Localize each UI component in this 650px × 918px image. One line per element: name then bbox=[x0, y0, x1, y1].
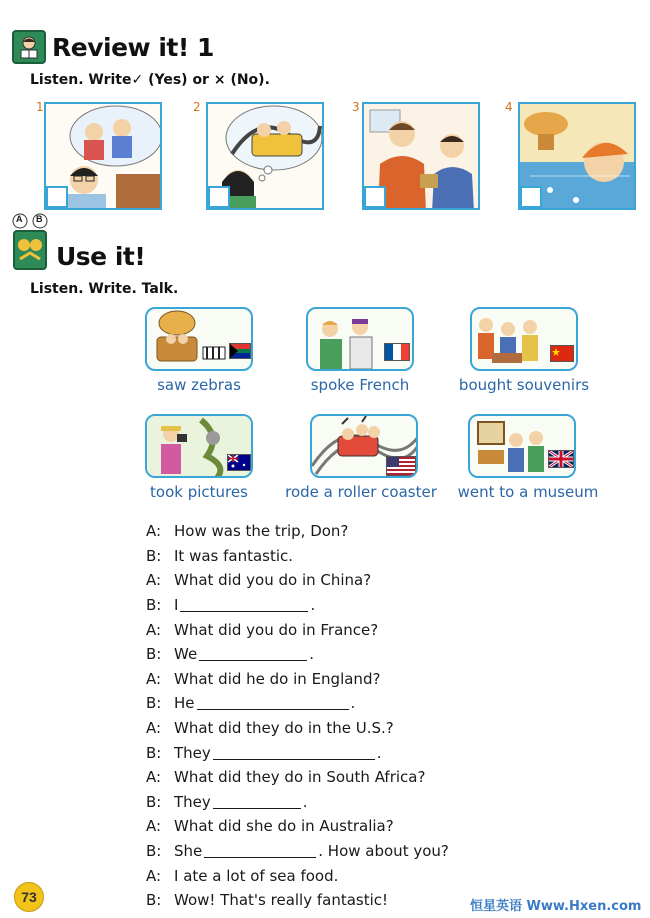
dialogue-line bbox=[146, 642, 449, 667]
dialogue-line bbox=[146, 691, 449, 716]
dialogue-text: What did you do in China? bbox=[174, 571, 372, 590]
use-picture-went-to-museum bbox=[468, 414, 576, 478]
dialogue-line bbox=[146, 544, 449, 569]
dialogue-line bbox=[146, 617, 449, 642]
speaker-label: A: bbox=[146, 817, 162, 836]
dialogue-line bbox=[146, 716, 449, 741]
use-picture-bought-souvenirs bbox=[470, 307, 578, 371]
answer-checkbox-3[interactable] bbox=[364, 186, 386, 208]
use-picture-spoke-french bbox=[306, 307, 414, 371]
dialogue-line bbox=[146, 888, 449, 913]
speaker-label: A: bbox=[146, 719, 162, 738]
dialogue-text: I ate a lot of sea food. bbox=[174, 866, 339, 885]
dialogue-line bbox=[146, 593, 449, 618]
dialogue-text: What did you do in France? bbox=[174, 620, 379, 639]
speaker-label: B: bbox=[146, 891, 162, 910]
dialogue-text: What did she do in Australia? bbox=[174, 817, 394, 836]
dialogue-text: I bbox=[174, 596, 179, 615]
boy-reading-icon bbox=[12, 30, 46, 64]
dialogue-text-after: . bbox=[376, 743, 382, 762]
dialogue-text: It was fantastic. bbox=[174, 546, 294, 565]
speaker-label: A: bbox=[146, 768, 162, 787]
speaker-label: A: bbox=[146, 571, 162, 590]
caption-bought-souvenirs: bought souvenirs bbox=[458, 376, 590, 394]
dialogue-line bbox=[146, 765, 449, 790]
speaker-label: B: bbox=[146, 743, 162, 762]
dialogue bbox=[146, 519, 449, 913]
dialogue-text: What did he do in England? bbox=[174, 669, 381, 688]
fill-in-blank[interactable] bbox=[213, 795, 301, 809]
review-section-header bbox=[12, 30, 214, 64]
speaker-label: A: bbox=[146, 866, 162, 885]
dialogue-line bbox=[146, 740, 449, 765]
dialogue-text: They bbox=[174, 743, 211, 762]
speaker-label: A: bbox=[146, 669, 162, 688]
speaker-label: A: bbox=[146, 620, 162, 639]
caption-took-pictures: took pictures bbox=[150, 483, 248, 501]
dialogue-line bbox=[146, 839, 449, 864]
speaker-label: B: bbox=[146, 694, 162, 713]
fill-in-blank[interactable] bbox=[180, 598, 308, 612]
dialogue-text: They bbox=[174, 792, 211, 811]
speaker-label: B: bbox=[146, 645, 162, 664]
caption-spoke-french: spoke French bbox=[310, 376, 410, 394]
ab-badge-icon bbox=[10, 213, 50, 271]
dialogue-line bbox=[146, 568, 449, 593]
south-africa-flag-icon bbox=[229, 343, 251, 359]
answer-checkbox-4[interactable] bbox=[520, 186, 542, 208]
australia-flag-icon bbox=[227, 454, 251, 471]
usa-flag-icon bbox=[386, 456, 416, 476]
speaker-label: A: bbox=[146, 522, 162, 541]
review-picture-2 bbox=[206, 102, 324, 210]
page-number-badge: 73 bbox=[14, 882, 44, 912]
picture-number-1: 1 bbox=[36, 100, 44, 114]
use-instruction: Listen. Write. Talk. bbox=[30, 281, 179, 297]
fill-in-blank[interactable] bbox=[213, 746, 375, 760]
picture-number-3: 3 bbox=[352, 100, 360, 114]
fill-in-blank[interactable] bbox=[204, 844, 316, 858]
caption-saw-zebras: saw zebras bbox=[157, 376, 241, 394]
dialogue-text: She bbox=[174, 842, 203, 861]
use-picture-saw-zebras bbox=[145, 307, 253, 371]
speaker-label: B: bbox=[146, 792, 162, 811]
dialogue-text: Wow! That's really fantastic! bbox=[174, 891, 389, 910]
review-instruction: Listen. Write✓ (Yes) or × (No). bbox=[30, 72, 270, 88]
fill-in-blank[interactable] bbox=[199, 647, 307, 661]
dialogue-line bbox=[146, 790, 449, 815]
china-flag-icon bbox=[550, 345, 574, 362]
watermark: 恒星英语 Www.Hxen.com bbox=[470, 899, 642, 914]
badge-letter-a: A bbox=[16, 213, 23, 224]
answer-checkbox-1[interactable] bbox=[46, 186, 68, 208]
review-picture-3 bbox=[362, 102, 480, 210]
dialogue-text: What did they do in the U.S.? bbox=[174, 719, 394, 738]
dialogue-text-after: . bbox=[350, 694, 356, 713]
speaker-label: B: bbox=[146, 596, 162, 615]
dialogue-text: He bbox=[174, 694, 195, 713]
speaker-label: B: bbox=[146, 842, 162, 861]
fill-in-blank[interactable] bbox=[197, 696, 349, 710]
use-section-header bbox=[10, 212, 145, 271]
picture-number-4: 4 bbox=[505, 100, 513, 114]
dialogue-text-after: . How about you? bbox=[318, 842, 449, 861]
picture-number-2: 2 bbox=[193, 100, 201, 114]
dialogue-text-after: . bbox=[309, 645, 314, 664]
review-picture-1 bbox=[44, 102, 162, 210]
dialogue-line bbox=[146, 519, 449, 544]
dialogue-text: How was the trip, Don? bbox=[174, 522, 349, 541]
review-title: Review it! 1 bbox=[52, 32, 214, 62]
dialogue-text: What did they do in South Africa? bbox=[174, 768, 426, 787]
dialogue-text: We bbox=[174, 645, 198, 664]
answer-checkbox-2[interactable] bbox=[208, 186, 230, 208]
use-title: Use it! bbox=[56, 242, 146, 271]
use-picture-rode-roller-coaster bbox=[310, 414, 418, 478]
review-picture-4 bbox=[518, 102, 636, 210]
dialogue-text-after: . bbox=[310, 596, 316, 615]
caption-rode-roller-coaster: rode a roller coaster bbox=[285, 483, 437, 501]
uk-flag-icon bbox=[548, 450, 574, 468]
speaker-label: B: bbox=[146, 546, 162, 565]
france-flag-icon bbox=[384, 343, 410, 361]
dialogue-line bbox=[146, 814, 449, 839]
caption-went-to-museum: went to a museum bbox=[457, 483, 599, 501]
dialogue-line bbox=[146, 667, 449, 692]
badge-letter-b: B bbox=[36, 213, 43, 224]
use-picture-took-pictures bbox=[145, 414, 253, 478]
dialogue-line bbox=[146, 863, 449, 888]
dialogue-text-after: . bbox=[302, 792, 308, 811]
